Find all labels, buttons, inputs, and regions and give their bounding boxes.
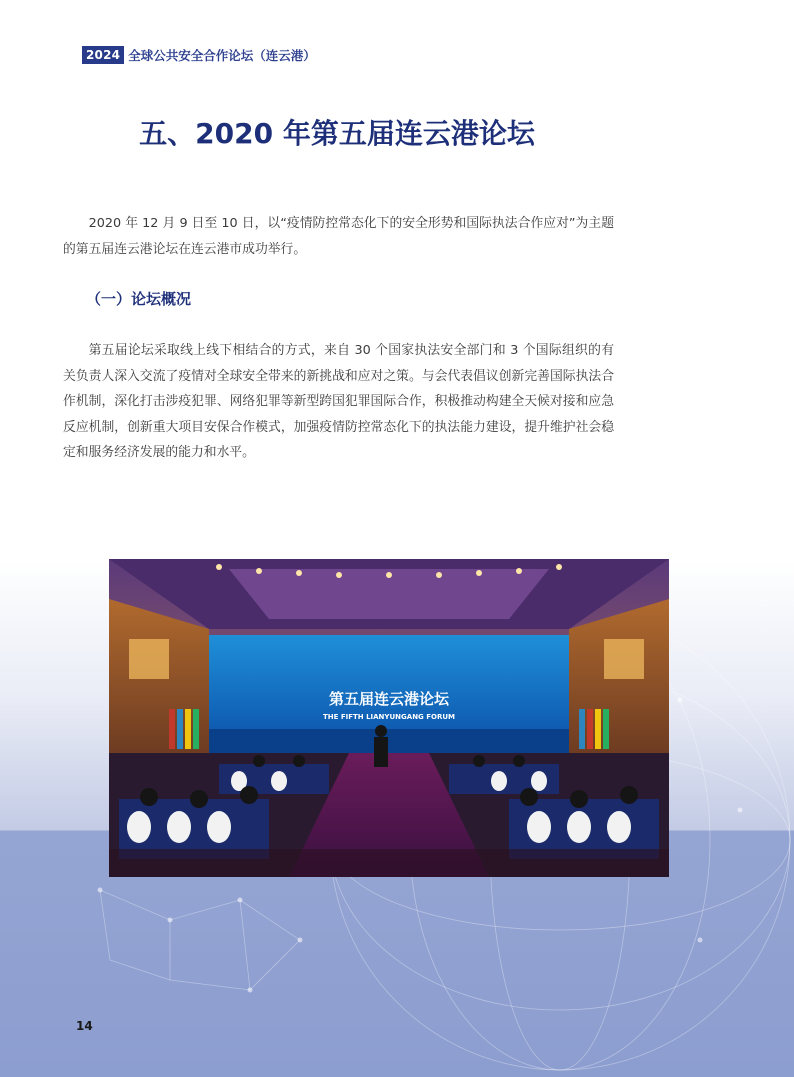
header-forum-name: 全球公共安全合作论坛（连云港）: [128, 48, 316, 63]
page-number: 14: [76, 1019, 93, 1033]
header-year-badge: 2024: [82, 46, 124, 64]
screen-title-en: THE FIFTH LIANYUNGANG FORUM: [322, 713, 456, 721]
forum-venue-photo: [109, 559, 669, 877]
running-header: [82, 45, 316, 65]
section-heading: （一）论坛概况: [86, 290, 192, 308]
section-paragraph: 第五届论坛采取线上线下相结合的方式，来自 30 个国家执法安全部门和 3 个国际组织的有关负责人深入交流了疫情对全球安全带来的新挑战和应对之策。与会代表倡议创新完善国际执法合作机制，深化打击涉疫犯罪、网络犯罪等新型跨国犯罪国际合作，积极推动构建全天候对接和应急反应机制，创新重大项目安保合作模式，加强疫情防控常态化下的执法能力建设，提升维护社会稳定和服务经济发展的能力和水平。: [63, 343, 614, 460]
intro-paragraph: 2020 年 12 月 9 日至 10 日，以“疫情防控常态化下的安全形势和国际执法合作应对”为主题的第五届连云港论坛在连云港市成功举行。: [63, 216, 614, 257]
chapter-title: 五、2020 年第五届连云港论坛: [139, 117, 535, 150]
screen-title-cn: 第五届连云港论坛: [328, 690, 450, 708]
